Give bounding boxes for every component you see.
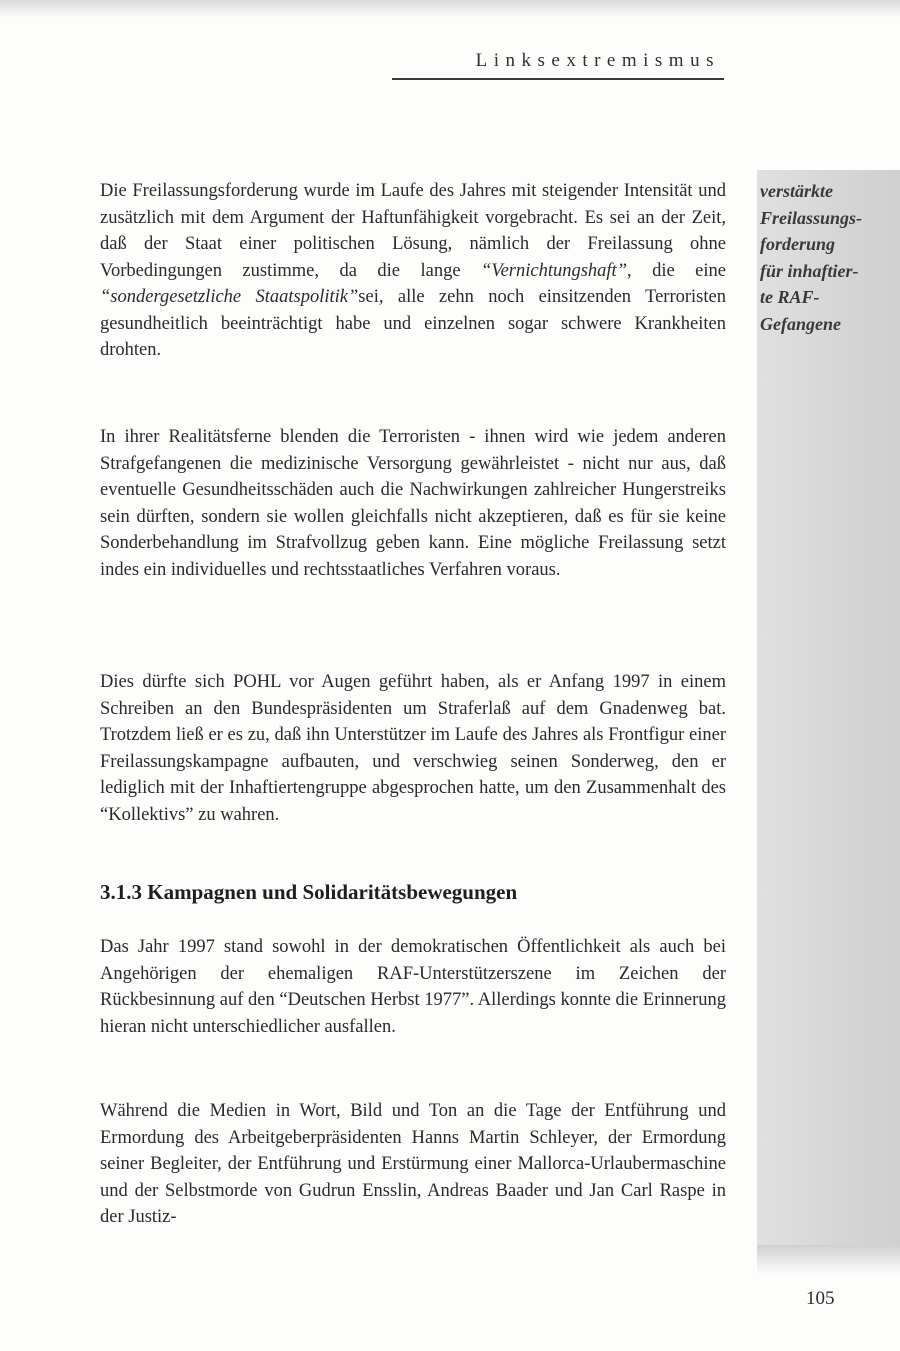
paragraph-1-text-a: Die Freilassungsforderung wurde im Laufe des Jahres mit steigender Intensität und zusätzlich mit dem Argument der Haftunfähigkeit vorgebracht. Es sei an der Zeit, daß der Staat einer politischen Lösung, nämlich der Freilassung ohne Vorbedingungen zustimme, da die lange bbox=[100, 181, 726, 281]
marginal-note-line: Freilassungs- bbox=[760, 207, 863, 228]
scan-top-shadow bbox=[0, 0, 900, 18]
running-head: Linksextremismus bbox=[475, 50, 720, 71]
section-heading: 3.1.3 Kampagnen und Solidaritätsbewegungen bbox=[100, 880, 518, 904]
paragraph-5: Während die Medien in Wort, Bild und Ton an die Tage der Entführung und Ermordung des Arbeitgeberpräsidenten Hanns Martin Schleyer, der Ermordung seiner Begleiter, der Entführung und Erstürmung einer Mallorca-Urlaubermaschine und der Selbstmorde von Gudrun Ensslin, Andreas Baader und Jan Carl Raspe in der Justiz- bbox=[100, 1101, 726, 1227]
marginal-note-line: Gefangene bbox=[760, 313, 841, 334]
paragraph-2: In ihrer Realitätsferne blenden die Terroristen - ihnen wird wie jedem anderen Strafgefangenen die medizinische Versorgung gewährleistet - nicht nur aus, daß eventuelle Gesundheitsschäden auch die Nachwirkungen zahlreicher Hungerstreiks sein dürften, sondern sie wollen gleichfalls nicht akzeptieren, daß es für sie keine Sonderbehandlung im Strafvollzug geben kann. Eine mögliche Freilassung setzt indes ein individuelles und rechtsstaatliches Verfahren voraus. bbox=[100, 427, 726, 580]
quote-vernichtungshaft: “Vernichtungshaft” bbox=[481, 260, 627, 281]
paragraph-3: Dies dürfte sich POHL vor Augen geführt haben, als er Anfang 1997 in einem Schreiben an den Bundespräsidenten um Straferlaß auf dem Gnadenweg bat. Trotzdem ließ er es zu, daß ihn Unterstützer im Laufe des Jahres als Frontfigur einer Freilassungskampagne aufbauten, und verschwieg seinen Sonderweg, den er lediglich mit der Inhaftiertengruppe abgesprochen hatte, um den Zusammenhalt des “Kollektivs” zu wahren. bbox=[100, 672, 726, 825]
paragraph-4: Das Jahr 1997 stand sowohl in der demokratischen Öffentlichkeit als auch bei Angehörigen der ehemaligen RAF-Unterstützerszene im Zeichen der Rückbesinnung auf den “Deutschen Herbst 1977”. Allerdings konnte die Erinnerung hieran nicht unterschiedlicher ausfallen. bbox=[100, 937, 726, 1037]
paragraph-1 bbox=[100, 178, 726, 364]
header-rule bbox=[392, 78, 724, 80]
paragraph-1-text-c: sei, alle zehn noch einsitzenden Terroristen gesundheitlich beeinträchtigt habe und einzelnen sogar schwere Krankheiten drohten. bbox=[100, 287, 726, 360]
marginal-note-line: verstärkte bbox=[760, 181, 833, 201]
quote-staatspolitik: “sondergesetzliche Staatspolitik” bbox=[100, 287, 359, 307]
marginal-note bbox=[760, 178, 896, 337]
marginal-note-line: te RAF- bbox=[760, 287, 820, 307]
paragraph-1-text-b: , die eine bbox=[627, 260, 726, 281]
margin-shading-fade bbox=[757, 1245, 900, 1275]
marginal-note-line: forderung bbox=[760, 234, 836, 254]
marginal-note-line: für inhaftier- bbox=[760, 260, 859, 281]
page-number: 105 bbox=[806, 1288, 835, 1309]
